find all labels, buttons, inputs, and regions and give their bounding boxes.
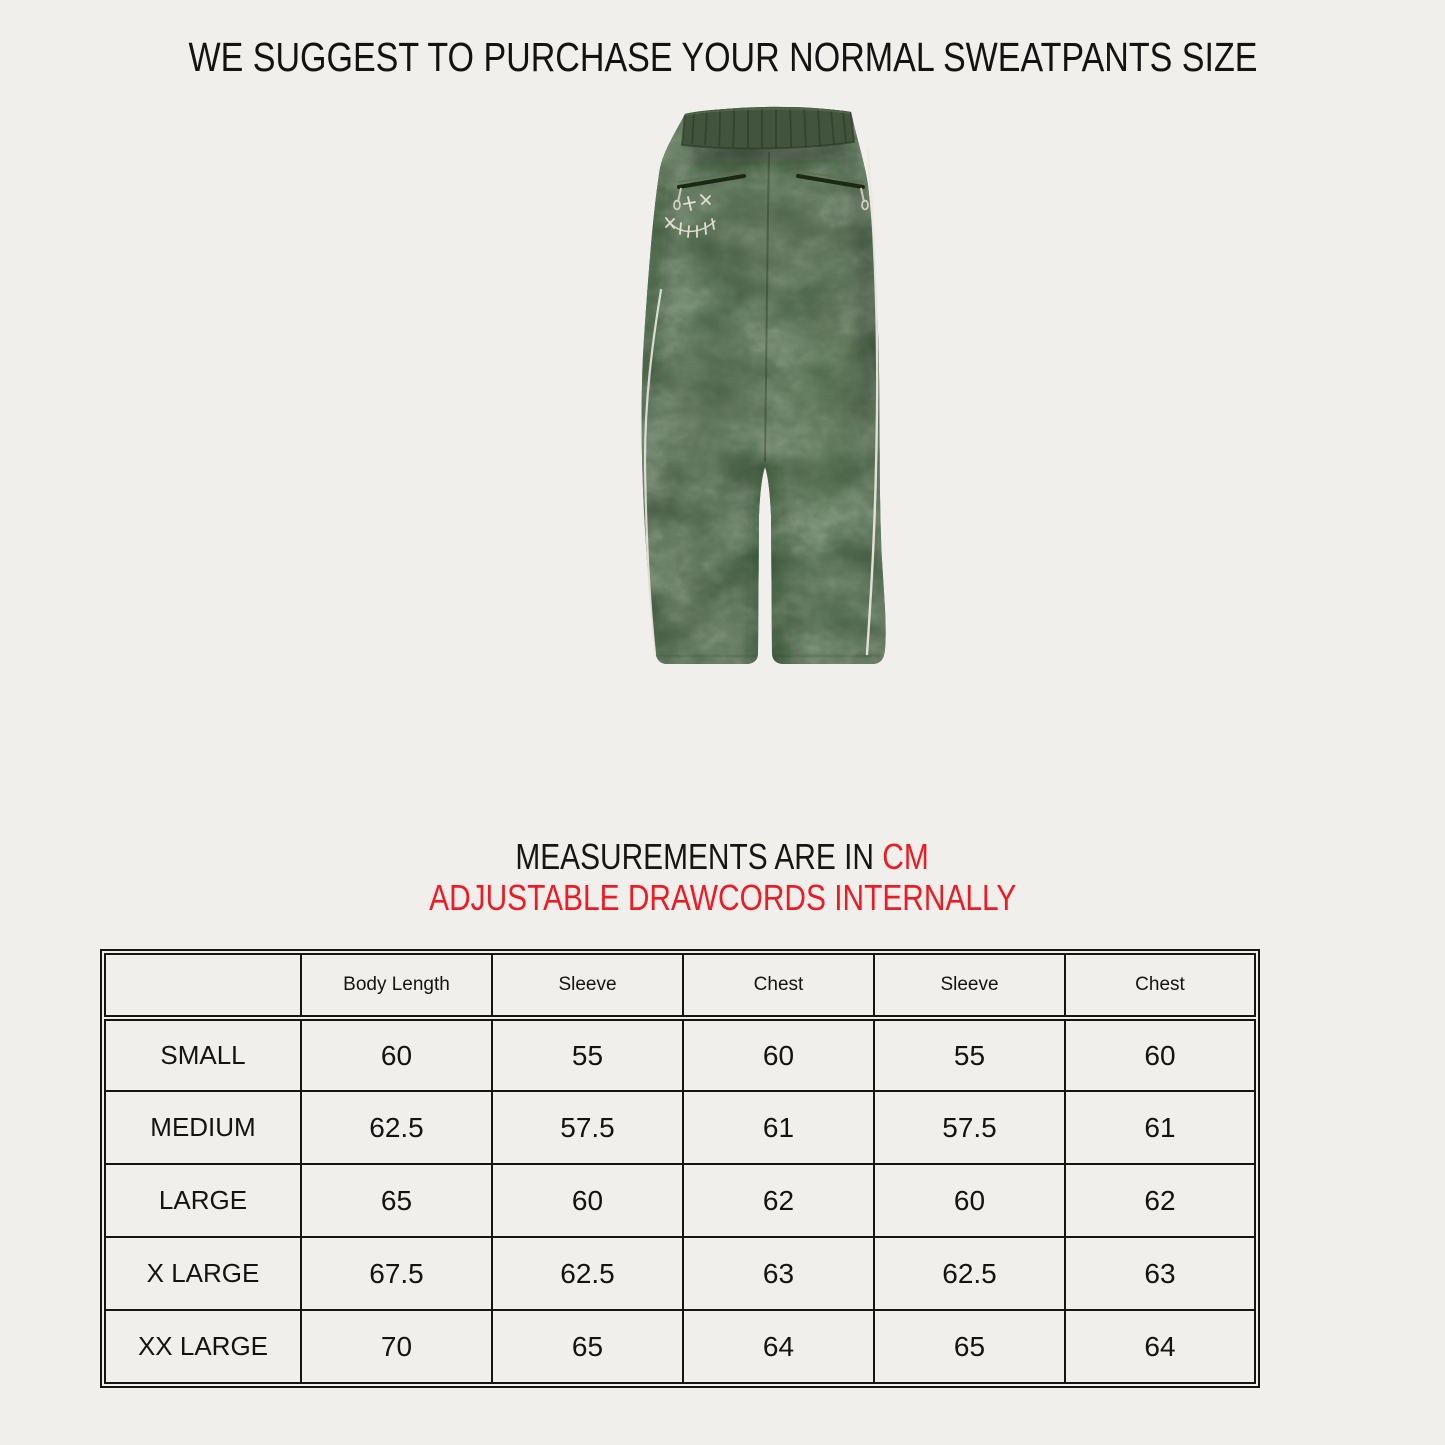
table-row-small [105, 1018, 1255, 1091]
measurement-cell: 60 [301, 1018, 492, 1091]
measurement-cell: 61 [683, 1091, 874, 1164]
column-header-blank [105, 954, 301, 1018]
column-header-sleeve-2: Sleeve [874, 954, 1065, 1018]
measurement-cell: 60 [1065, 1018, 1255, 1091]
table-row-x-large [105, 1237, 1255, 1310]
measurement-cell: 60 [874, 1164, 1065, 1237]
column-header-sleeve-1: Sleeve [492, 954, 683, 1018]
measurement-notes [0, 836, 1445, 918]
measurement-cell: 67.5 [301, 1237, 492, 1310]
size-label-cell: LARGE [105, 1164, 301, 1237]
measurement-cell: 62.5 [874, 1237, 1065, 1310]
measurement-cell: 63 [1065, 1237, 1255, 1310]
note-units-line [0, 836, 1445, 877]
measurement-cell: 70 [301, 1310, 492, 1383]
measurement-cell: 55 [874, 1018, 1065, 1091]
column-header-chest-1: Chest [683, 954, 874, 1018]
size-chart-table [104, 953, 1256, 1384]
sweatpants-illustration [560, 90, 940, 675]
measurement-cell: 64 [683, 1310, 874, 1383]
note-drawcords-line [0, 877, 1445, 918]
measurement-cell: 65 [492, 1310, 683, 1383]
measurement-cell: 64 [1065, 1310, 1255, 1383]
measurement-cell: 62.5 [492, 1237, 683, 1310]
measurement-cell: 62 [683, 1164, 874, 1237]
measurement-cell: 63 [683, 1237, 874, 1310]
size-label-cell: XX LARGE [105, 1310, 301, 1383]
page-title [0, 34, 1445, 81]
measurement-cell: 65 [301, 1164, 492, 1237]
elastic-waistband [682, 108, 854, 149]
size-label-cell: SMALL [105, 1018, 301, 1091]
note-units-cm: CM [882, 836, 930, 877]
note-drawcords-text: ADJUSTABLE DRAWCORDS INTERNALLY [428, 877, 1017, 918]
measurement-cell: 62.5 [301, 1091, 492, 1164]
measurement-cell: 57.5 [492, 1091, 683, 1164]
measurement-cell: 62 [1065, 1164, 1255, 1237]
table-row-xx-large [105, 1310, 1255, 1383]
table-row-medium [105, 1091, 1255, 1164]
measurement-cell: 60 [683, 1018, 874, 1091]
size-label-cell: MEDIUM [105, 1091, 301, 1164]
product-image-sweatpants-back [560, 90, 940, 675]
column-header-body-length: Body Length [301, 954, 492, 1018]
measurement-cell: 60 [492, 1164, 683, 1237]
size-label-cell: X LARGE [105, 1237, 301, 1310]
column-header-chest-2: Chest [1065, 954, 1255, 1018]
table-row-large [105, 1164, 1255, 1237]
measurement-cell: 57.5 [874, 1091, 1065, 1164]
measurement-cell: 55 [492, 1018, 683, 1091]
measurement-cell: 65 [874, 1310, 1065, 1383]
page-title-text: WE SUGGEST TO PURCHASE YOUR NORMAL SWEATPANTS SIZE [188, 34, 1257, 80]
size-chart-header-row [105, 954, 1255, 1018]
note-units-text: MEASUREMENTS ARE IN [515, 836, 883, 877]
measurement-cell: 61 [1065, 1091, 1255, 1164]
